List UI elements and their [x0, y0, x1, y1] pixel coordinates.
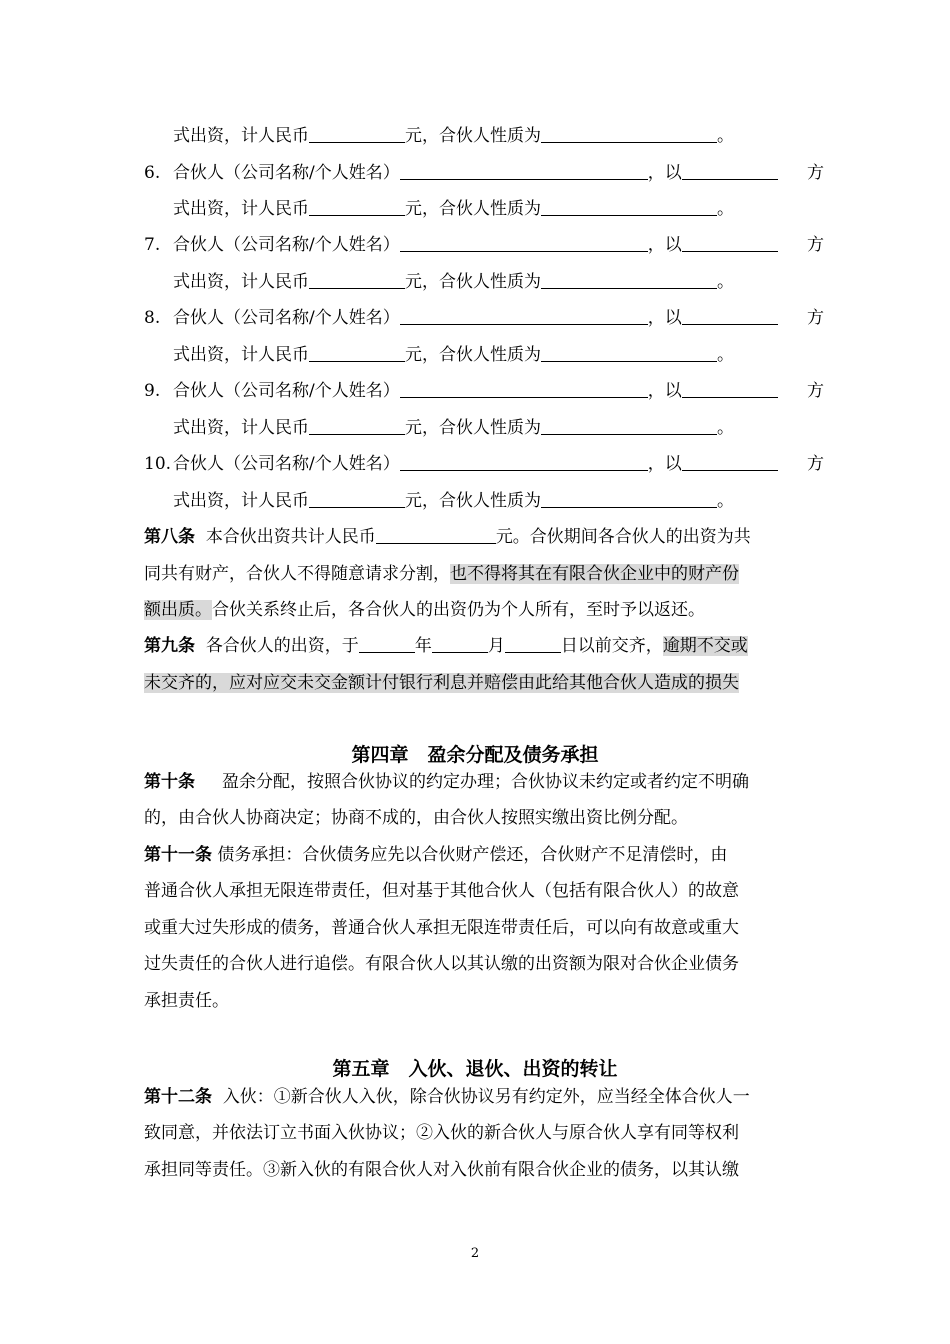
partner-7-line-1	[144, 233, 824, 257]
blank-month	[432, 635, 488, 653]
blank-nature	[541, 271, 717, 289]
article-title: 第十条	[144, 772, 195, 792]
text: 合伙人（公司名称/个人姓名）	[173, 454, 400, 474]
partner-6-line-2	[173, 197, 853, 221]
text: 元。合伙期间各合伙人的出资为共	[495, 527, 751, 547]
text: 合伙人（公司名称/个人姓名）	[173, 308, 400, 328]
article-11-line-4	[144, 952, 824, 976]
text: 过失责任的合伙人进行追偿。有限合伙人以其认缴的出资额为限对合伙企业债务	[144, 954, 739, 974]
partner-10-line-1	[144, 452, 824, 476]
blank-method	[682, 307, 778, 325]
blank-name	[400, 380, 648, 398]
highlighted-text: 逾期不交或	[662, 636, 748, 656]
text: 日以前交齐，	[560, 636, 663, 656]
article-8-line-2	[144, 562, 824, 586]
text: 。	[717, 418, 734, 438]
text: 或重大过失形成的债务，普通合伙人承担无限连带责任后，可以向有故意或重大	[144, 918, 739, 938]
partner-5-line-2	[173, 124, 853, 148]
blank-amount	[309, 125, 405, 143]
blank-name	[400, 307, 648, 325]
partner-8-line-2	[173, 343, 853, 367]
article-title: 第八条	[144, 527, 195, 547]
text: 方	[807, 308, 824, 328]
blank-nature	[541, 417, 717, 435]
article-9-line-2	[144, 671, 824, 695]
article-12-line-1	[144, 1085, 824, 1109]
article-title: 第十二条	[144, 1087, 212, 1107]
partner-9-line-1	[144, 379, 824, 403]
blank-name	[400, 234, 648, 252]
blank-amount	[309, 344, 405, 362]
text: 式出资，计人民币	[173, 491, 309, 511]
text: 。	[717, 126, 734, 146]
blank-name	[400, 162, 648, 180]
text: 元，合伙人性质为	[405, 418, 541, 438]
text: 元，合伙人性质为	[405, 126, 541, 146]
blank-amount	[309, 198, 405, 216]
blank-nature	[541, 198, 717, 216]
blank-name	[400, 453, 648, 471]
blank-nature	[541, 125, 717, 143]
article-9-line-1	[144, 634, 824, 658]
blank-method	[682, 453, 778, 471]
item-number: 9.	[144, 381, 161, 401]
text: 方	[807, 163, 824, 183]
highlighted-text: 未交齐的，应对应交未交金额计付银行利息并赔偿由此给其他合伙人造成的损失	[144, 673, 739, 693]
partner-6-line-1	[144, 161, 824, 185]
text: 式出资，计人民币	[173, 345, 309, 365]
item-number: 6.	[144, 163, 161, 183]
text: 元，合伙人性质为	[405, 199, 541, 219]
text: 普通合伙人承担无限连带责任，但对基于其他合伙人（包括有限合伙人）的故意	[144, 881, 739, 901]
text: ，以	[647, 454, 682, 474]
partner-8-line-1	[144, 306, 824, 330]
item-number: 10.	[144, 454, 172, 474]
text: 的，由合伙人协商决定；协商不成的，由合伙人按照实缴出资比例分配。	[144, 808, 688, 828]
text: 合伙人（公司名称/个人姓名）	[173, 235, 400, 255]
article-10-line-1	[144, 770, 824, 794]
text: 入伙：①新合伙人入伙，除合伙协议另有约定外，应当经全体合伙人一	[222, 1087, 750, 1107]
blank-nature	[541, 490, 717, 508]
text: ，以	[647, 308, 682, 328]
text: 各合伙人的出资，于	[205, 636, 359, 656]
text: 致同意，并依法订立书面入伙协议；②入伙的新合伙人与原合伙人享有同等权利	[144, 1123, 739, 1143]
text: 元，合伙人性质为	[405, 345, 541, 365]
article-title: 第十一条	[144, 845, 212, 865]
text: 元，合伙人性质为	[405, 272, 541, 292]
blank-method	[682, 380, 778, 398]
chapter-5-heading: 第五章 入伙、退伙、出资的转让	[332, 1058, 618, 1080]
blank-amount	[309, 417, 405, 435]
text: 合伙人（公司名称/个人姓名）	[173, 163, 400, 183]
text: 合伙人（公司名称/个人姓名）	[173, 381, 400, 401]
text: 式出资，计人民币	[173, 418, 309, 438]
blank-day	[505, 635, 561, 653]
article-8-line-1	[144, 525, 824, 549]
text: 同共有财产，合伙人不得随意请求分割，	[144, 564, 450, 584]
text: 合伙关系终止后，各合伙人的出资仍为个人所有，至时予以返还。	[212, 600, 705, 620]
highlighted-text: 额出质。	[144, 600, 212, 620]
blank-method	[682, 162, 778, 180]
text: 式出资，计人民币	[173, 126, 309, 146]
item-number: 7.	[144, 235, 161, 255]
page-number: 2	[470, 1246, 480, 1261]
text: 式出资，计人民币	[173, 199, 309, 219]
text: ，以	[647, 163, 682, 183]
blank-nature	[541, 344, 717, 362]
partner-9-line-2	[173, 416, 853, 440]
text: 方	[807, 381, 824, 401]
text: 承担同等责任。③新入伙的有限合伙人对入伙前有限合伙企业的债务，以其认缴	[144, 1160, 739, 1180]
text: ，以	[647, 235, 682, 255]
text: 承担责任。	[144, 991, 229, 1011]
text: 。	[717, 491, 734, 511]
article-11-line-3	[144, 916, 824, 940]
blank-total	[376, 526, 496, 544]
article-10-line-2	[144, 806, 824, 830]
article-11-line-5	[144, 989, 824, 1013]
text: 元，合伙人性质为	[405, 491, 541, 511]
partner-10-line-2	[173, 489, 853, 513]
text: 。	[717, 272, 734, 292]
article-12-line-2	[144, 1121, 824, 1145]
item-number: 8.	[144, 308, 161, 328]
article-12-line-3	[144, 1158, 824, 1182]
partner-7-line-2	[173, 270, 853, 294]
text: ，以	[647, 381, 682, 401]
highlighted-text: 也不得将其在有限合伙企业中的财产份	[450, 564, 739, 584]
article-8-line-3	[144, 598, 824, 622]
text: 盈余分配，按照合伙协议的约定办理；合伙协议未约定或者约定不明确	[222, 772, 750, 792]
blank-method	[682, 234, 778, 252]
text: 方	[807, 235, 824, 255]
blank-amount	[309, 271, 405, 289]
blank-amount	[309, 490, 405, 508]
text: 式出资，计人民币	[173, 272, 309, 292]
text: 本合伙出资共计人民币	[205, 527, 376, 547]
text: 债务承担：合伙债务应先以合伙财产偿还，合伙财产不足清偿时，由	[217, 845, 728, 865]
text: 。	[717, 199, 734, 219]
article-11-line-1	[144, 843, 824, 867]
chapter-4-heading: 第四章 盈余分配及债务承担	[351, 744, 599, 766]
text: 。	[717, 345, 734, 365]
article-title: 第九条	[144, 636, 195, 656]
text: 年	[414, 636, 432, 656]
text: 月	[487, 636, 505, 656]
blank-year	[359, 635, 415, 653]
article-11-line-2	[144, 879, 824, 903]
text: 方	[807, 454, 824, 474]
